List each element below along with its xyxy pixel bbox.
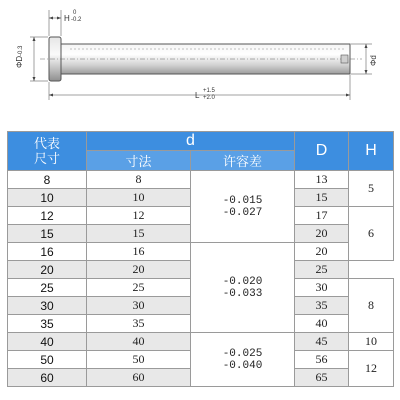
table-row	[8, 333, 394, 351]
spec-table	[7, 131, 394, 387]
H-cell: 5	[349, 171, 394, 207]
header-D: D	[295, 132, 349, 171]
H-cell: 6	[349, 207, 394, 261]
code-cell: 20	[8, 261, 87, 279]
D-cell: 56	[295, 351, 349, 369]
D-dim-tol: -0.3	[18, 45, 24, 56]
size-cell: 30	[87, 297, 191, 315]
D-cell: 20	[295, 225, 349, 243]
size-cell: 40	[87, 333, 191, 351]
code-cell: 12	[8, 207, 87, 225]
code-cell: 15	[8, 225, 87, 243]
size-cell: 16	[87, 243, 191, 261]
pin-end-hole	[341, 55, 348, 63]
D-cell: 40	[295, 315, 349, 333]
code-cell: 8	[8, 171, 87, 189]
tolerance-cell: -0.015 -0.027	[191, 171, 295, 243]
size-cell: 20	[87, 261, 191, 279]
D-cell: 15	[295, 189, 349, 207]
h-dim-lower: -0.2	[71, 17, 82, 23]
D-cell: 17	[295, 207, 349, 225]
D-cell: 30	[295, 279, 349, 297]
code-cell: 50	[8, 351, 87, 369]
size-cell: 60	[87, 369, 191, 387]
L-dim-label: L	[195, 91, 200, 100]
header-d: d	[87, 132, 295, 151]
L-dim-upper: +1.5	[203, 88, 215, 94]
code-cell: 30	[8, 297, 87, 315]
size-cell: 50	[87, 351, 191, 369]
code-cell: 35	[8, 315, 87, 333]
table-row	[8, 171, 394, 189]
L-dim-lower: +2.0	[203, 95, 215, 101]
D-dim-label: ΦD	[15, 55, 24, 68]
header-tolerance: 许容差	[191, 151, 295, 171]
H-cell: 10	[349, 333, 394, 351]
code-cell: 16	[8, 243, 87, 261]
size-cell: 10	[87, 189, 191, 207]
header-code: 代表 尺寸	[8, 132, 87, 171]
H-cell: 8	[349, 279, 394, 333]
size-cell: 15	[87, 225, 191, 243]
size-cell: 25	[87, 279, 191, 297]
d-dim-label: Φd	[369, 55, 378, 66]
code-cell: 40	[8, 333, 87, 351]
size-cell: 12	[87, 207, 191, 225]
D-cell: 65	[295, 369, 349, 387]
tolerance-cell: -0.020 -0.033	[191, 243, 295, 333]
H-cell: 12	[349, 351, 394, 387]
D-cell: 13	[295, 171, 349, 189]
code-cell: 60	[8, 369, 87, 387]
pin-technical-drawing	[0, 0, 400, 118]
D-cell: 35	[295, 297, 349, 315]
table-row	[8, 243, 394, 261]
h-dim-upper: 0	[73, 10, 77, 16]
D-cell: 25	[295, 261, 349, 279]
header-size: 寸法	[87, 151, 191, 171]
header-H: H	[349, 132, 394, 171]
D-cell: 45	[295, 333, 349, 351]
size-cell: 35	[87, 315, 191, 333]
tolerance-cell: -0.025 -0.040	[191, 333, 295, 387]
code-cell: 25	[8, 279, 87, 297]
size-cell: 8	[87, 171, 191, 189]
code-cell: 10	[8, 189, 87, 207]
h-dim-label: H	[64, 14, 70, 23]
D-cell: 20	[295, 243, 349, 261]
